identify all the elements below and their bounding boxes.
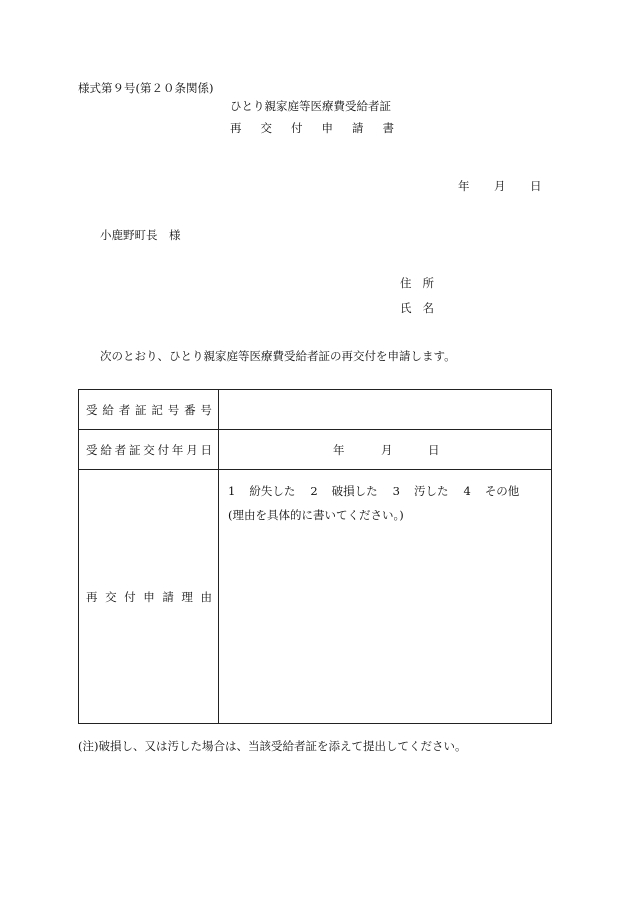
issue-date-month: 月 [381, 442, 393, 457]
name-label [400, 300, 434, 316]
intro-text: 次のとおり、ひとり親家庭等医療費受給者証の再交付を申請します。 [100, 349, 456, 363]
label-char: 月 [186, 442, 198, 457]
label-char: 再 [86, 589, 98, 604]
label-char: 受 [86, 442, 98, 457]
table-row [79, 430, 552, 470]
label-char: 申 [143, 589, 155, 604]
label-char: 受 [86, 402, 98, 417]
form-title: ひとり親家庭等医療費受給者証 [230, 99, 391, 113]
footnote: (注)破損し、又は汚した場合は、当該受給者証を添えて提出してください。 [78, 739, 467, 753]
label-char: 付 [124, 589, 136, 604]
addressee: 小鹿野町長 様 [100, 228, 181, 242]
label-char: 住 [400, 276, 412, 290]
label-char: 交 [105, 589, 117, 604]
label-char: 交 [143, 442, 155, 457]
reason-options [228, 483, 551, 499]
label-char: 日 [200, 442, 212, 457]
label-char: 証 [135, 402, 147, 417]
date-day-label: 日 [530, 179, 542, 193]
label-char: 付 [157, 442, 170, 457]
issue-date-label [79, 430, 219, 470]
label-char: 号 [167, 402, 180, 417]
label-char: 氏 [400, 301, 412, 315]
title-char: 書 [382, 121, 394, 135]
title-char: 交 [260, 121, 272, 135]
table-row [79, 470, 552, 724]
reason-option[interactable]: 1 紛失した [228, 484, 296, 498]
address-label [400, 275, 434, 291]
title-char: 再 [230, 121, 242, 135]
label-char: 給 [102, 402, 114, 417]
label-char: 者 [118, 402, 131, 417]
certificate-number-label [79, 390, 219, 430]
label-char: 請 [162, 589, 174, 604]
label-char: 者 [114, 442, 127, 457]
label-char: 由 [200, 589, 212, 604]
label-char: 番 [184, 402, 196, 417]
date-year-label: 年 [458, 179, 470, 193]
issue-date-year: 年 [333, 442, 345, 457]
label-char: 号 [200, 402, 212, 417]
reason-option[interactable]: 2 破損した [310, 484, 378, 498]
label-char: 年 [171, 442, 184, 457]
label-char: 証 [128, 442, 141, 457]
reason-note: (理由を具体的に書いてください。) [228, 508, 404, 522]
label-char: 理 [181, 589, 193, 604]
form-number: 様式第９号(第２０条関係) [78, 81, 214, 95]
label-char: 所 [422, 276, 434, 290]
title-char: 申 [321, 121, 333, 135]
title-char: 付 [291, 121, 303, 135]
reason-option[interactable]: 3 汚した [392, 484, 449, 498]
label-char: 給 [100, 442, 112, 457]
issue-date-day: 日 [428, 442, 440, 457]
reissue-reason-label [79, 470, 219, 724]
title-char: 請 [352, 121, 364, 135]
form-title-second-line [230, 120, 394, 136]
label-char: 記 [151, 402, 163, 417]
certificate-number-field[interactable] [219, 390, 552, 430]
label-char: 名 [422, 301, 434, 315]
application-table [78, 389, 552, 724]
table-row [79, 390, 552, 430]
reissue-reason-field[interactable] [219, 470, 552, 724]
date-month-label: 月 [494, 179, 506, 193]
issue-date-field[interactable] [219, 430, 552, 470]
reason-option[interactable]: 4 その他 [463, 484, 520, 498]
